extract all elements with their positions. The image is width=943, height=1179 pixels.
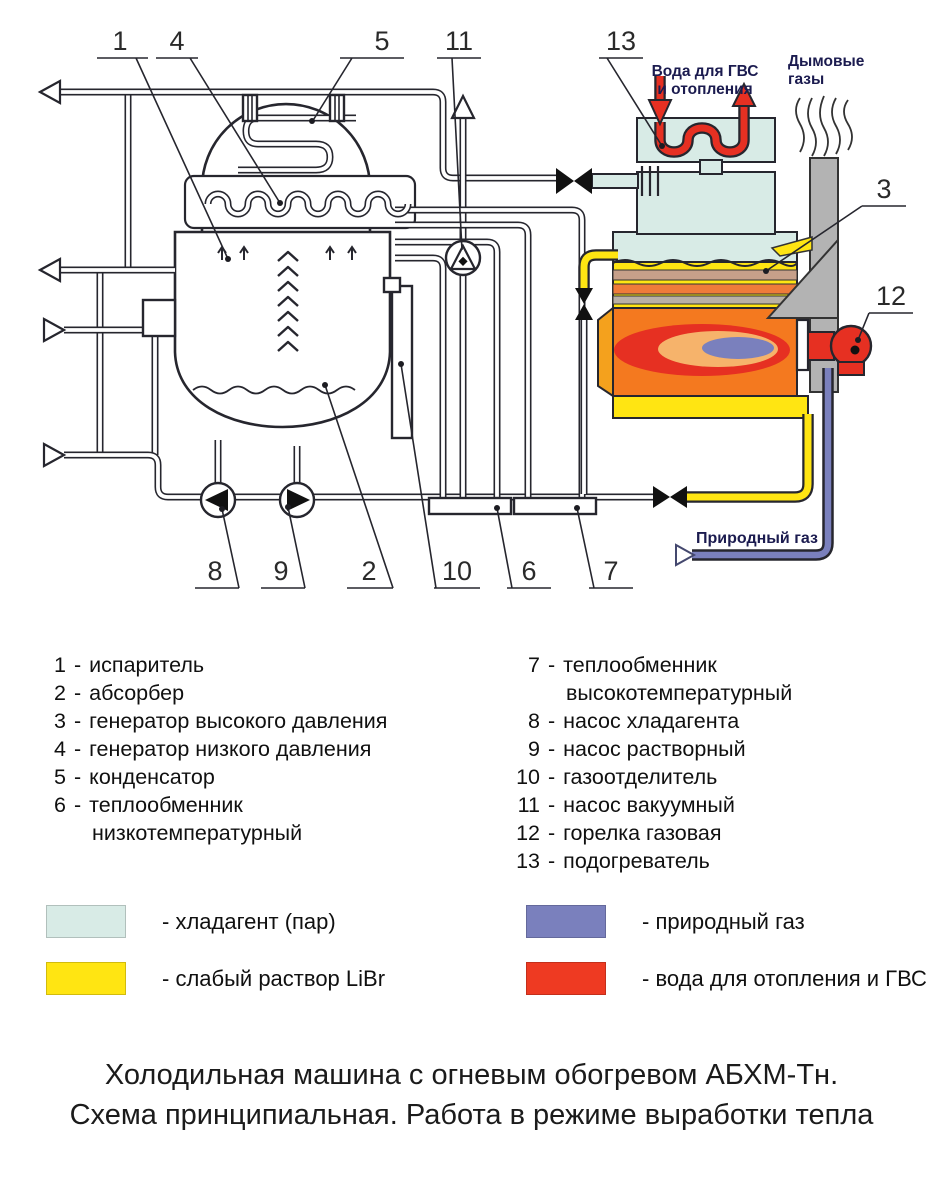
- legend-label: теплообменник: [89, 793, 243, 817]
- callout-5: 5: [374, 26, 390, 56]
- legend-label: конденсатор: [89, 765, 215, 789]
- legend-item-5: 5 - конденсатор: [54, 765, 215, 789]
- legend-item-8: 8 - насос хладагента: [528, 709, 740, 733]
- callout-3: 3: [876, 174, 892, 204]
- natural-gas-swatch: [526, 905, 606, 938]
- flue-label-line2: газы: [788, 71, 825, 88]
- solution-valve-vertical: [575, 288, 593, 320]
- water-label-line1: Вода для ГВС: [651, 63, 759, 80]
- legend-item-2: 2 - абсорбер: [54, 681, 185, 705]
- heating-water-swatch: [526, 962, 606, 995]
- vessel-side-box: [143, 300, 175, 336]
- water-label-line2: и отопления: [657, 81, 753, 98]
- solution-pump: [280, 483, 314, 517]
- color-legend-natural-gas: [526, 905, 927, 938]
- color-legend-right: [526, 905, 927, 995]
- legend-item-7-line2: высокотемпературный: [566, 681, 793, 705]
- legend-label: подогреватель: [563, 849, 710, 873]
- legend-item-6-line2: низкотемпературный: [92, 821, 303, 845]
- legend-label: горелка газовая: [563, 821, 722, 845]
- refrigerant-label: - хладагент (пар): [162, 908, 336, 934]
- legend-item-1: 1 - испаритель: [54, 653, 205, 677]
- legend-label: насос растворный: [563, 737, 746, 761]
- legend-item-12: 12 - горелка газовая: [516, 821, 722, 845]
- legend-column-right: [508, 651, 792, 875]
- legend-label: насос вакуумный: [563, 793, 735, 817]
- heat-exchanger-high-temp: [514, 498, 596, 514]
- legend-item-13: 13 - подогреватель: [516, 849, 710, 873]
- refrigerant-pump: [201, 483, 235, 517]
- vacuum-pump: [446, 241, 480, 275]
- flow-arrows-left: [40, 81, 64, 466]
- hp-generator-boiler: [598, 118, 808, 418]
- steam-valve: [556, 168, 592, 194]
- color-legend-left: [46, 905, 526, 995]
- legend-item-3: 3 - генератор высокого давления: [54, 709, 388, 733]
- callout-4: 4: [169, 26, 185, 56]
- weak-solution-swatch: [46, 962, 126, 995]
- legend-label: абсорбер: [89, 681, 185, 705]
- legend-label: генератор низкого давления: [89, 737, 372, 761]
- callout-6: 6: [521, 556, 537, 586]
- flue-label-line1: Дымовые: [788, 53, 865, 70]
- legend-label: испаритель: [89, 653, 205, 677]
- callout-8: 8: [207, 556, 223, 586]
- callout-7: 7: [603, 556, 619, 586]
- callout-2: 2: [361, 556, 377, 586]
- legend-item-10: 10 - газоотделитель: [516, 765, 718, 789]
- color-legend: [46, 905, 943, 995]
- legend-item-11: 11 - насос вакуумный: [517, 793, 735, 817]
- legend-label: насос хладагента: [563, 709, 740, 733]
- callout-9: 9: [273, 556, 289, 586]
- callout-1: 1: [112, 26, 128, 56]
- title-line2: Схема принципиальная. Работа в режиме выработки тепла: [69, 1099, 874, 1131]
- legend-column-left: [46, 651, 508, 875]
- callout-11: 11: [444, 26, 474, 56]
- evaporator-absorber-vessel: [175, 232, 390, 427]
- lp-generator-channel: [185, 176, 415, 228]
- callout-13: 13: [605, 26, 637, 56]
- legend-label: генератор высокого давления: [89, 709, 388, 733]
- heating-water-label: - вода для отопления и ГВС: [642, 965, 927, 991]
- legend-item-6: 6 - теплообменник: [54, 793, 243, 817]
- legend-item-9: 9 - насос растворный: [528, 737, 746, 761]
- diagram-title: [0, 1055, 943, 1135]
- weak-solution-label: - слабый раствор LiBr: [162, 965, 386, 991]
- component-legend: [46, 651, 943, 875]
- legend-item-4: 4 - генератор низкого давления: [54, 737, 372, 761]
- natural-gas-label: - природный газ: [642, 908, 805, 934]
- title-line1: Холодильная машина с огневым обогревом АБХМ-Тн.: [104, 1059, 839, 1091]
- color-legend-heating-water: [526, 962, 927, 995]
- legend-item-7: 7 - теплообменник: [528, 653, 717, 677]
- natural-gas-label: Природный газ: [696, 530, 818, 547]
- legend-label: газоотделитель: [563, 765, 718, 789]
- callout-10: 10: [441, 556, 473, 586]
- solution-valve-bottom: [653, 486, 687, 508]
- callout-12: 12: [875, 281, 907, 311]
- color-legend-weak-solution: [46, 962, 526, 995]
- flue-smoke: [796, 96, 852, 156]
- legend-label: теплообменник: [563, 653, 717, 677]
- refrigerant-swatch: [46, 905, 126, 938]
- color-legend-refrigerant: [46, 905, 526, 938]
